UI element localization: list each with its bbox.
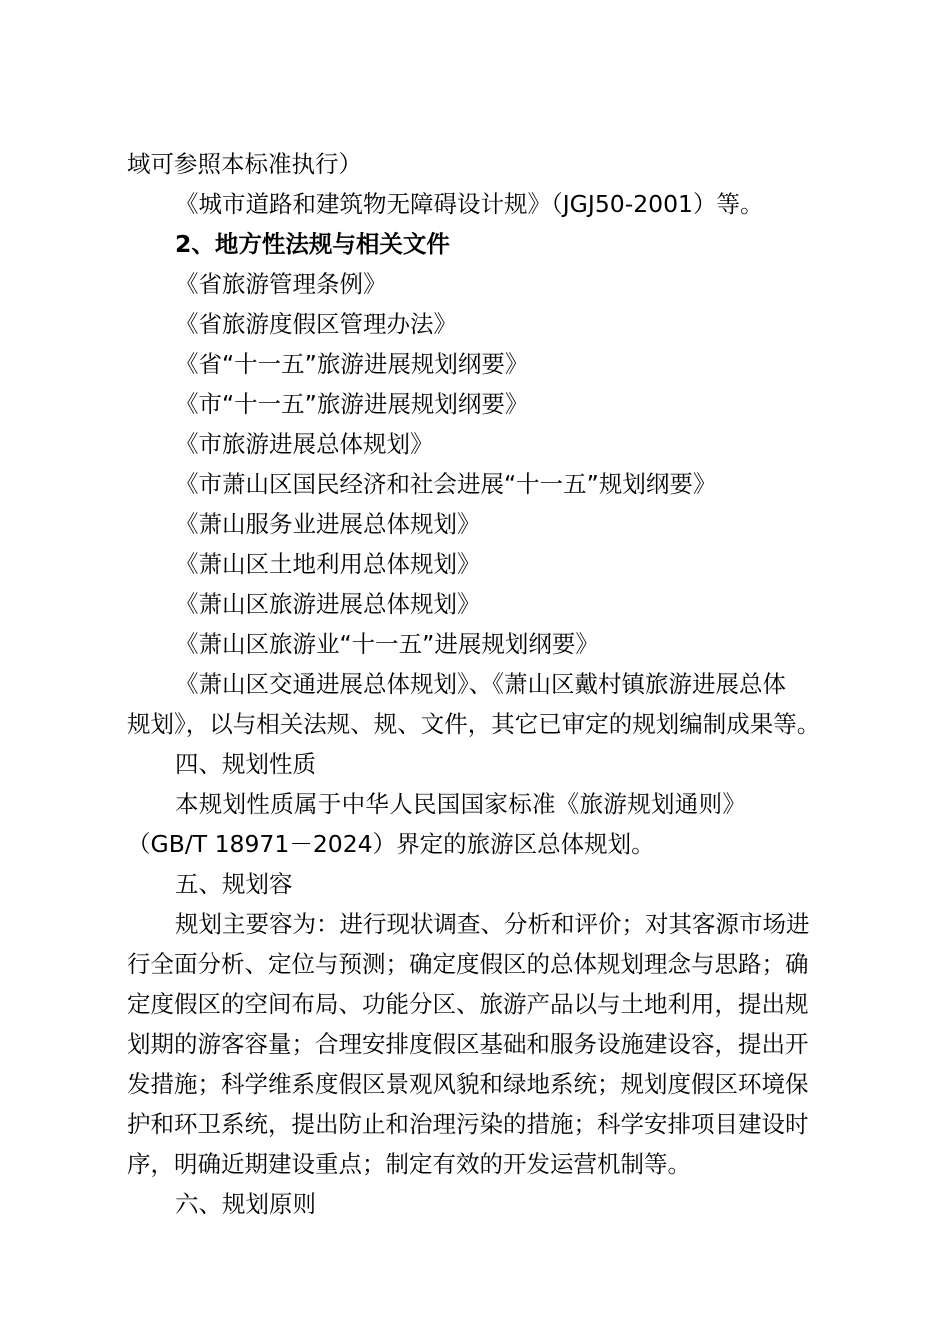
paragraph-line: （GB/T 18971－2024）界定的旅游区总体规划。 bbox=[127, 830, 655, 858]
list-item: 《萧山区交通进展总体规划》、《萧山区戴村镇旅游进展总体 bbox=[175, 670, 786, 698]
list-item: 《市“十一五”旅游进展规划纲要》 bbox=[175, 390, 529, 418]
list-item: 《省旅游管理条例》 bbox=[175, 270, 387, 298]
paragraph-line: 行全面分析、定位与预测；确定度假区的总体规划理念与思路；确 bbox=[127, 950, 809, 978]
text-line: 规划》，以与相关法规、规、文件，其它已审定的规划编制成果等。 bbox=[127, 710, 821, 738]
paragraph-line: 本规划性质属于中华人民国国家标准《旅游规划通则》 bbox=[175, 790, 747, 818]
text-line: 《城市道路和建筑物无障碍设计规》（JGJ50-2001）等。 bbox=[175, 190, 764, 218]
paragraph-line: 护和环卫系统，提出防止和治理污染的措施；科学安排项目建设时 bbox=[127, 1110, 809, 1138]
list-item: 《萧山服务业进展总体规划》 bbox=[175, 510, 481, 538]
section-heading: 五、规划容 bbox=[175, 870, 293, 898]
list-item: 《市旅游进展总体规划》 bbox=[175, 430, 434, 458]
section-heading: 2、地方性法规与相关文件 bbox=[175, 230, 450, 258]
paragraph-line: 发措施；科学维系度假区景观风貌和绿地系统；规划度假区环境保 bbox=[127, 1070, 809, 1098]
paragraph-line: 定度假区的空间布局、功能分区、旅游产品以与土地利用，提出规 bbox=[127, 990, 809, 1018]
list-item: 《省“十一五”旅游进展规划纲要》 bbox=[175, 350, 529, 378]
list-item: 《萧山区旅游进展总体规划》 bbox=[175, 590, 481, 618]
list-item: 《市萧山区国民经济和社会进展“十一五”规划纲要》 bbox=[175, 470, 717, 498]
paragraph-line: 序，明确近期建设重点；制定有效的开发运营机制等。 bbox=[127, 1150, 691, 1178]
list-item: 《萧山区土地利用总体规划》 bbox=[175, 550, 481, 578]
text-line: 域可参照本标准执行） bbox=[127, 150, 362, 178]
list-item: 《萧山区旅游业“十一五”进展规划纲要》 bbox=[175, 630, 599, 658]
section-heading: 四、规划性质 bbox=[175, 750, 316, 778]
paragraph-line: 划期的游客容量；合理安排度假区基础和服务设施建设容，提出开 bbox=[127, 1030, 809, 1058]
list-item: 《省旅游度假区管理办法》 bbox=[175, 310, 457, 338]
section-heading: 六、规划原则 bbox=[175, 1190, 316, 1218]
paragraph-line: 规划主要容为：进行现状调查、分析和评价；对其客源市场进 bbox=[175, 910, 810, 938]
